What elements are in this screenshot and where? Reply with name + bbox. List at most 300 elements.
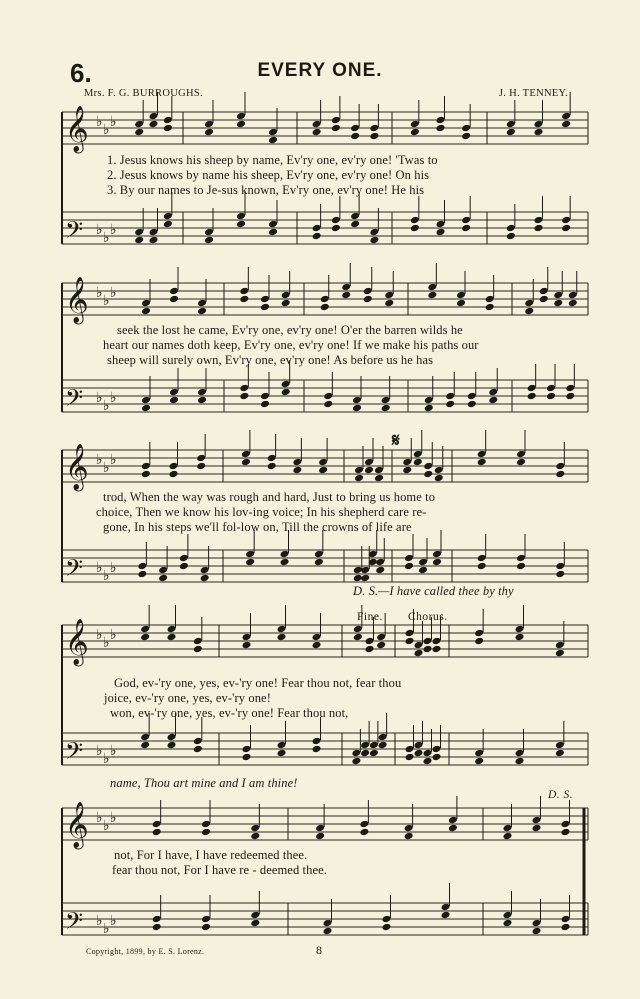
note-head [163, 124, 173, 133]
note-head [236, 120, 246, 129]
flat-sign-icon: ♭ [96, 390, 103, 406]
note-head [553, 291, 563, 300]
flat-sign-icon: ♭ [103, 818, 110, 834]
flat-sign-icon: ♭ [96, 913, 103, 929]
note-head [193, 745, 203, 754]
lyric-line: fear thou not, For I have re - deemed thee. [112, 863, 327, 877]
note-head [424, 404, 434, 413]
note-head [169, 470, 179, 479]
flat-sign-icon: ♭ [110, 743, 117, 759]
note-head [196, 462, 206, 471]
note-head [503, 824, 513, 833]
flat-sign-icon: ♭ [103, 398, 110, 414]
note-head [436, 116, 446, 125]
note-head [281, 388, 291, 397]
flat-sign-icon: ♭ [103, 293, 110, 309]
note-head [432, 753, 442, 762]
treble-clef-icon: 𝄞 [65, 106, 89, 152]
note-head [239, 392, 249, 401]
note-head [245, 550, 255, 559]
note-head [365, 637, 375, 646]
lyric-line: sheep will surely own, Ev'ry one, ev'ry one! As before us he has [107, 353, 434, 367]
note-head [414, 741, 424, 750]
segno-sign: 𝄋 [392, 430, 400, 450]
note-head [555, 749, 565, 758]
lyric-line: God, ev-'ry one, yes, ev-'ry one! Fear thou not, fear thou [114, 676, 402, 690]
note-head [448, 816, 458, 825]
note-head [376, 641, 386, 650]
note-head [434, 466, 444, 475]
note-head [250, 919, 260, 928]
note-head [369, 132, 379, 141]
note-head [410, 224, 420, 233]
note-head [140, 633, 150, 642]
treble-clef-icon: 𝄞 [65, 802, 89, 848]
note-head [277, 741, 287, 750]
note-head [200, 566, 210, 575]
note-head [488, 388, 498, 397]
note-head [331, 224, 341, 233]
note-head [555, 641, 565, 650]
note-head [169, 295, 179, 304]
note-head [141, 396, 151, 405]
note-head [260, 400, 270, 409]
flat-sign-icon: ♭ [110, 627, 117, 643]
note-head [169, 388, 179, 397]
note-head [281, 291, 291, 300]
note-head [432, 550, 442, 559]
note-head [141, 307, 151, 316]
note-head [427, 283, 437, 292]
note-head [201, 915, 211, 924]
note-head [280, 558, 290, 567]
note-head [341, 291, 351, 300]
note-head [434, 474, 444, 483]
lyric-line: joice, ev-'ry one, yes, ev-'ry one! [104, 691, 271, 705]
note-head [268, 136, 278, 145]
note-head [268, 220, 278, 229]
bass-clef-icon: 𝄢 [65, 737, 84, 770]
note-head [382, 915, 392, 924]
lyric-line: 1. Jesus knows his sheep by name, Ev'ry one, ev'ry one! 'Twas to [107, 153, 438, 167]
note-head [277, 633, 287, 642]
note-head [410, 120, 420, 129]
note-head [441, 911, 451, 920]
note-head [260, 392, 270, 401]
note-head [474, 629, 484, 638]
note-head [467, 400, 477, 409]
note-head [314, 558, 324, 567]
note-head [467, 392, 477, 401]
flat-sign-icon: ♭ [103, 460, 110, 476]
bass-clef-icon: 𝄢 [65, 554, 84, 587]
note-head [318, 458, 328, 467]
note-head [315, 824, 325, 833]
note-head [204, 128, 214, 137]
note-head [236, 112, 246, 121]
note-head [239, 295, 249, 304]
note-head [268, 228, 278, 237]
note-head [169, 396, 179, 405]
note-head [360, 574, 370, 583]
note-head [152, 820, 162, 829]
note-head [323, 400, 333, 409]
note-head [197, 396, 207, 405]
note-head [277, 625, 287, 634]
flat-sign-icon: ♭ [96, 285, 103, 301]
note-head [241, 450, 251, 459]
note-head [140, 741, 150, 750]
note-head [561, 112, 571, 121]
note-head [532, 824, 542, 833]
note-head [555, 562, 565, 571]
note-head [432, 645, 442, 654]
note-head [461, 216, 471, 225]
note-head [503, 919, 513, 928]
note-head [201, 923, 211, 932]
note-head [236, 220, 246, 229]
note-head [405, 637, 415, 646]
note-head [561, 828, 571, 837]
note-head [242, 753, 252, 762]
note-head [163, 220, 173, 229]
note-head [149, 236, 159, 245]
note-head [384, 291, 394, 300]
note-head [167, 733, 177, 742]
note-head [532, 927, 542, 936]
note-head [516, 458, 526, 467]
lyric-line: not, For I have, I have redeemed thee. [114, 848, 308, 862]
note-head [141, 462, 151, 471]
note-head [137, 562, 147, 571]
note-head [404, 554, 414, 563]
flat-sign-icon: ♭ [96, 743, 103, 759]
ds-marker: D. S. [548, 789, 574, 801]
flat-sign-icon: ♭ [110, 285, 117, 301]
note-head [565, 392, 575, 401]
note-head [312, 128, 322, 137]
hymn-title: EVERY ONE. [257, 60, 383, 81]
note-head [134, 228, 144, 237]
note-head [245, 558, 255, 567]
note-head [539, 287, 549, 296]
note-head [352, 396, 362, 405]
lyric-line: 2. Jesus knows by name his sheep, Ev'ry one, ev'ry one! On his [107, 168, 430, 182]
note-head [375, 558, 385, 567]
note-head [423, 757, 433, 766]
note-head [555, 570, 565, 579]
note-head [169, 462, 179, 471]
note-head [320, 295, 330, 304]
lyric-line-below: name, Thou art mine and I am thine! [110, 776, 298, 790]
note-head [448, 824, 458, 833]
note-head [323, 919, 333, 928]
note-head [364, 458, 374, 467]
note-head [204, 120, 214, 129]
note-head [141, 404, 151, 413]
note-head [364, 466, 374, 475]
note-head [555, 741, 565, 750]
note-head [281, 299, 291, 308]
note-head [260, 303, 270, 312]
flat-sign-icon: ♭ [103, 751, 110, 767]
note-head [141, 299, 151, 308]
note-head [167, 633, 177, 642]
note-head [515, 749, 525, 758]
note-head [163, 116, 173, 125]
note-head [527, 384, 537, 393]
note-head [546, 384, 556, 393]
note-head [461, 224, 471, 233]
note-head [250, 832, 260, 841]
fine-marker: Fine. [357, 611, 383, 623]
note-head [445, 392, 455, 401]
note-head [515, 633, 525, 642]
flat-sign-icon: ♭ [96, 627, 103, 643]
note-head [568, 299, 578, 308]
note-head [423, 749, 433, 758]
note-head [485, 303, 495, 312]
note-head [456, 299, 466, 308]
note-head [414, 641, 424, 650]
note-head [432, 637, 442, 646]
note-head [354, 466, 364, 475]
note-head [134, 128, 144, 137]
note-head [353, 566, 363, 575]
copyright-notice: Copyright, 1899, by E. S. Lorenz. [86, 947, 205, 956]
note-head [546, 392, 556, 401]
note-head [158, 574, 168, 583]
note-head [561, 915, 571, 924]
note-head [359, 828, 369, 837]
note-head [241, 458, 251, 467]
note-head [312, 120, 322, 129]
note-head [169, 287, 179, 296]
note-head [405, 629, 415, 638]
note-head [341, 283, 351, 292]
note-head [456, 291, 466, 300]
note-head [515, 757, 525, 766]
flat-sign-icon: ♭ [110, 222, 117, 238]
note-head [378, 733, 388, 742]
note-head [331, 216, 341, 225]
note-head [140, 625, 150, 634]
note-head [424, 396, 434, 405]
note-head [561, 224, 571, 233]
note-head [267, 454, 277, 463]
note-head [405, 745, 415, 754]
note-head [418, 566, 428, 575]
note-head [193, 737, 203, 746]
lyric-line: heart our names doth keep, Ev'ry one, ev'ry one! If we make his paths our [103, 338, 479, 352]
flat-sign-icon: ♭ [110, 913, 117, 929]
treble-clef-icon: 𝄞 [65, 277, 89, 323]
note-head [312, 224, 322, 233]
treble-clef-icon: 𝄞 [65, 444, 89, 490]
note-head [331, 116, 341, 125]
note-head [381, 404, 391, 413]
note-head [204, 236, 214, 245]
ds-text: D. S.—I have called thee by thy [353, 584, 514, 598]
note-head [516, 554, 526, 563]
note-head [376, 633, 386, 642]
note-head [250, 911, 260, 920]
note-head [281, 380, 291, 389]
note-head [369, 124, 379, 133]
chorus-marker: Chorus. [408, 611, 448, 623]
note-head [555, 470, 565, 479]
note-head [163, 212, 173, 221]
note-head [445, 400, 455, 409]
lyricist-credit: Mrs. F. G. BURROUGHS. [84, 88, 203, 99]
note-head [436, 124, 446, 133]
note-head [179, 554, 189, 563]
note-head [553, 299, 563, 308]
note-head [402, 466, 412, 475]
note-head [312, 633, 322, 642]
note-head [414, 749, 424, 758]
note-head [414, 649, 424, 658]
note-head [555, 649, 565, 658]
flat-sign-icon: ♭ [103, 921, 110, 937]
note-head [413, 458, 423, 467]
note-head [503, 911, 513, 920]
note-head [260, 295, 270, 304]
note-head [561, 216, 571, 225]
note-head [267, 462, 277, 471]
note-head [404, 824, 414, 833]
note-head [534, 224, 544, 233]
note-head [363, 287, 373, 296]
note-head [314, 550, 324, 559]
note-head [239, 287, 249, 296]
flat-sign-icon: ♭ [110, 560, 117, 576]
note-head [534, 216, 544, 225]
note-head [485, 295, 495, 304]
note-head [404, 832, 414, 841]
note-head [506, 232, 516, 241]
note-head [568, 291, 578, 300]
note-head [461, 132, 471, 141]
note-head [359, 820, 369, 829]
note-head [200, 574, 210, 583]
bass-clef-icon: 𝄢 [65, 907, 84, 940]
note-head [149, 228, 159, 237]
note-head [524, 307, 534, 316]
note-head [524, 299, 534, 308]
note-head [555, 462, 565, 471]
note-head [352, 404, 362, 413]
flat-sign-icon: ♭ [103, 568, 110, 584]
note-head [404, 562, 414, 571]
flat-sign-icon: ♭ [96, 560, 103, 576]
note-head [152, 915, 162, 924]
note-head [315, 832, 325, 841]
note-head [503, 832, 513, 841]
note-head [516, 450, 526, 459]
note-head [134, 236, 144, 245]
note-head [140, 733, 150, 742]
flat-sign-icon: ♭ [110, 390, 117, 406]
note-head [360, 741, 370, 750]
note-head [527, 392, 537, 401]
bass-clef-icon: 𝄢 [65, 216, 84, 249]
note-head [561, 120, 571, 129]
note-head [382, 923, 392, 932]
note-head [532, 919, 542, 928]
note-head [204, 228, 214, 237]
note-head [374, 474, 384, 483]
note-head [565, 384, 575, 393]
note-head [369, 228, 379, 237]
note-head [477, 450, 487, 459]
note-head [353, 574, 363, 583]
lyric-line: seek the lost he came, Ev'ry one, ev'ry one! O'er the barren wilds he [117, 323, 463, 337]
flat-sign-icon: ♭ [96, 452, 103, 468]
note-head [152, 828, 162, 837]
flat-sign-icon: ♭ [110, 114, 117, 130]
flat-sign-icon: ♭ [103, 122, 110, 138]
note-head [312, 745, 322, 754]
note-head [280, 550, 290, 559]
note-head [158, 566, 168, 575]
note-head [423, 637, 433, 646]
note-head [197, 388, 207, 397]
note-head [323, 392, 333, 401]
note-head [423, 645, 433, 654]
note-head [369, 749, 379, 758]
note-head [506, 128, 516, 137]
note-head [441, 903, 451, 912]
note-head [250, 824, 260, 833]
note-head [354, 474, 364, 483]
bass-clef-icon: 𝄢 [65, 384, 84, 417]
note-head [193, 637, 203, 646]
note-head [353, 625, 363, 634]
note-head [410, 128, 420, 137]
hymn-number: 6. [70, 58, 92, 88]
note-head [350, 220, 360, 229]
note-head [137, 570, 147, 579]
note-head [477, 458, 487, 467]
note-head [320, 303, 330, 312]
note-head [197, 307, 207, 316]
note-head [534, 128, 544, 137]
note-head [436, 220, 446, 229]
note-head [474, 749, 484, 758]
note-head [196, 454, 206, 463]
note-head [201, 828, 211, 837]
note-head [201, 820, 211, 829]
note-head [427, 291, 437, 300]
note-head [474, 637, 484, 646]
note-head [436, 228, 446, 237]
note-head [405, 753, 415, 762]
note-head [477, 562, 487, 571]
note-head [423, 470, 433, 479]
note-head [561, 820, 571, 829]
flat-sign-icon: ♭ [96, 810, 103, 826]
note-head [515, 625, 525, 634]
note-head [418, 558, 428, 567]
note-head [331, 124, 341, 133]
note-head [474, 757, 484, 766]
note-head [318, 466, 328, 475]
lyric-line: gone, In his steps we'll fol-low on, Till the crowns of life are [103, 520, 412, 534]
note-head [506, 120, 516, 129]
lyric-line: 3. By our names to Je-sus known, Ev'ry one, ev'ry one! He his [107, 183, 425, 197]
note-head [423, 462, 433, 471]
